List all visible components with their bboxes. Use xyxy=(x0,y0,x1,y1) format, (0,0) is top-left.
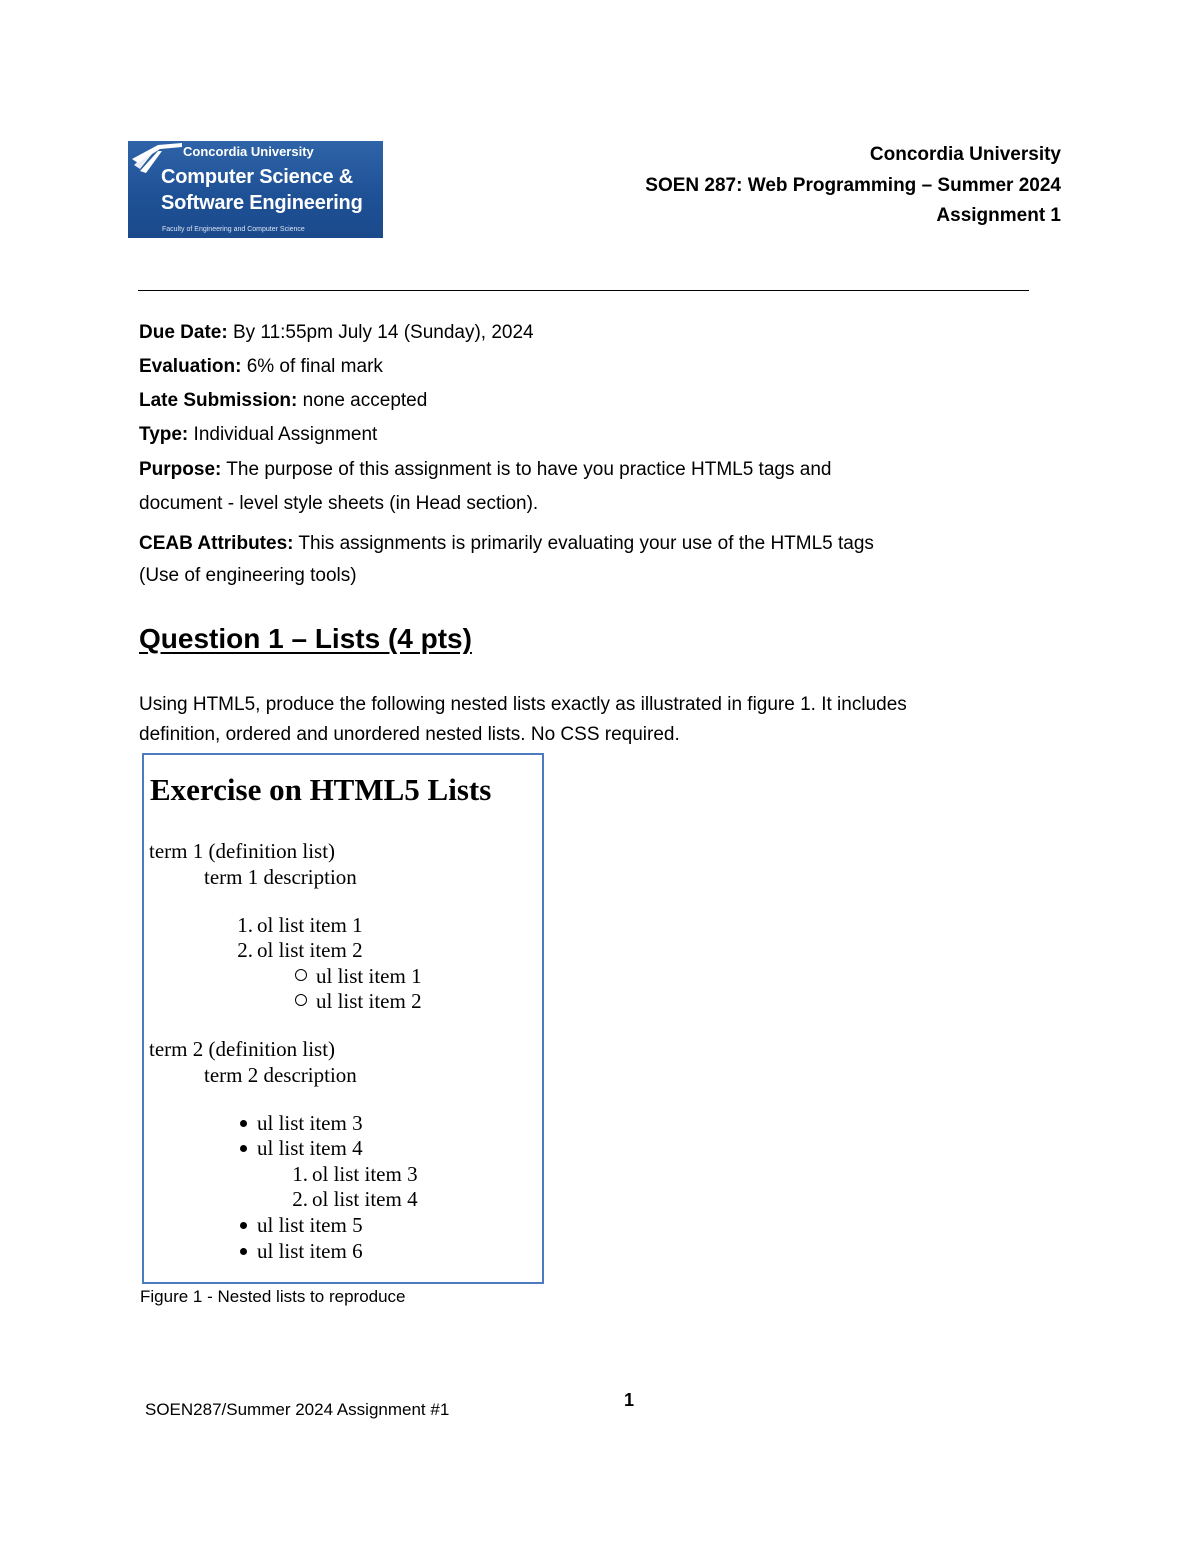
ul-list-item xyxy=(240,1239,363,1264)
evaluation-value: 6% of final mark xyxy=(246,356,383,377)
circle-bullet-icon xyxy=(295,969,307,981)
list-number: 2. xyxy=(292,1187,308,1211)
ol-list-item xyxy=(286,1162,418,1187)
list-item-text: ol list item 4 xyxy=(312,1187,418,1211)
list-number: 2. xyxy=(237,938,253,962)
term-2: term 2 (definition list) xyxy=(149,1037,336,1061)
ul-list-item xyxy=(295,964,422,989)
ceab-label: CEAB Attributes: xyxy=(139,533,294,554)
figure-title: Exercise on HTML5 Lists xyxy=(150,772,492,807)
list-item-text: ol list item 2 xyxy=(257,938,363,962)
logo-line-1: Computer Science & xyxy=(161,166,354,188)
ol-list-item xyxy=(231,938,363,963)
university-logo xyxy=(128,141,383,238)
term-1: term 1 (definition list) xyxy=(149,839,336,863)
ul-list-item xyxy=(240,1111,363,1136)
question-1-title: Question 1 – Lists (4 pts) xyxy=(139,623,472,654)
disc-bullet-icon xyxy=(240,1145,247,1152)
list-item-text: ul list item 3 xyxy=(257,1111,363,1135)
question-1-intro xyxy=(139,690,1059,750)
list-number: 1. xyxy=(292,1162,308,1186)
evaluation-line xyxy=(139,356,383,378)
ceab-value-1: This assignments is primarily evaluating your use of the HTML5 tags xyxy=(298,533,874,554)
ol-list-item xyxy=(231,913,363,938)
due-date-line xyxy=(139,322,534,344)
header-divider xyxy=(138,290,1029,291)
ol-list-item xyxy=(286,1187,418,1212)
ul-list-item xyxy=(295,989,422,1014)
list-item-text: ul list item 6 xyxy=(257,1239,363,1263)
term-1-description: term 1 description xyxy=(204,865,357,889)
logo-university: Concordia University xyxy=(183,144,314,159)
header-assignment: Assignment 1 xyxy=(936,205,1061,226)
term-2-description: term 2 description xyxy=(204,1063,357,1087)
due-date-label: Due Date: xyxy=(139,322,228,343)
header-university: Concordia University xyxy=(869,144,1061,165)
figure-1-box xyxy=(142,753,544,1284)
list-number: 1. xyxy=(237,913,253,937)
purpose-line-2: document - level style sheets (in Head section). xyxy=(139,493,539,514)
list-item-text: ul list item 5 xyxy=(257,1213,363,1237)
ul-list-item xyxy=(240,1136,363,1161)
ceab-line-1 xyxy=(139,533,874,555)
intro-line-2: definition, ordered and unordered nested lists. No CSS required. xyxy=(139,724,680,745)
page-footer: SOEN287/Summer 2024 Assignment #1 xyxy=(145,1400,450,1419)
logo-line-2: Software Engineering xyxy=(161,192,363,214)
ul-list-item xyxy=(240,1213,363,1238)
due-date-value: By 11:55pm July 14 (Sunday), 2024 xyxy=(232,322,534,343)
circle-bullet-icon xyxy=(295,994,307,1006)
purpose-value-1: The purpose of this assignment is to have you practice HTML5 tags and xyxy=(226,459,832,480)
logo-faculty: Faculty of Engineering and Computer Science xyxy=(162,226,305,233)
ceab-line-2: (Use of engineering tools) xyxy=(139,565,357,586)
late-submission-value: none accepted xyxy=(302,390,428,411)
type-value: Individual Assignment xyxy=(193,424,378,445)
list-item-text: ul list item 4 xyxy=(257,1136,363,1160)
type-label: Type: xyxy=(139,424,189,445)
disc-bullet-icon xyxy=(240,1120,247,1127)
intro-line-1: Using HTML5, produce the following nested lists exactly as illustrated in figure 1. It includes xyxy=(139,694,907,715)
disc-bullet-icon xyxy=(240,1222,247,1229)
purpose-label: Purpose: xyxy=(139,459,222,480)
figure-caption: Figure 1 - Nested lists to reproduce xyxy=(140,1287,406,1306)
document-header xyxy=(645,140,1061,232)
header-course: SOEN 287: Web Programming – Summer 2024 xyxy=(645,174,1061,196)
list-item-text: ul list item 2 xyxy=(316,989,422,1013)
page-number: 1 xyxy=(624,1390,635,1410)
type-line xyxy=(139,424,377,446)
evaluation-label: Evaluation: xyxy=(139,356,242,377)
purpose-line-1 xyxy=(139,459,831,481)
list-item-text: ol list item 1 xyxy=(257,913,363,937)
disc-bullet-icon xyxy=(240,1248,247,1255)
late-submission-label: Late Submission: xyxy=(139,390,298,411)
late-submission-line xyxy=(139,390,427,412)
list-item-text: ol list item 3 xyxy=(312,1162,418,1186)
list-item-text: ul list item 1 xyxy=(316,964,422,988)
